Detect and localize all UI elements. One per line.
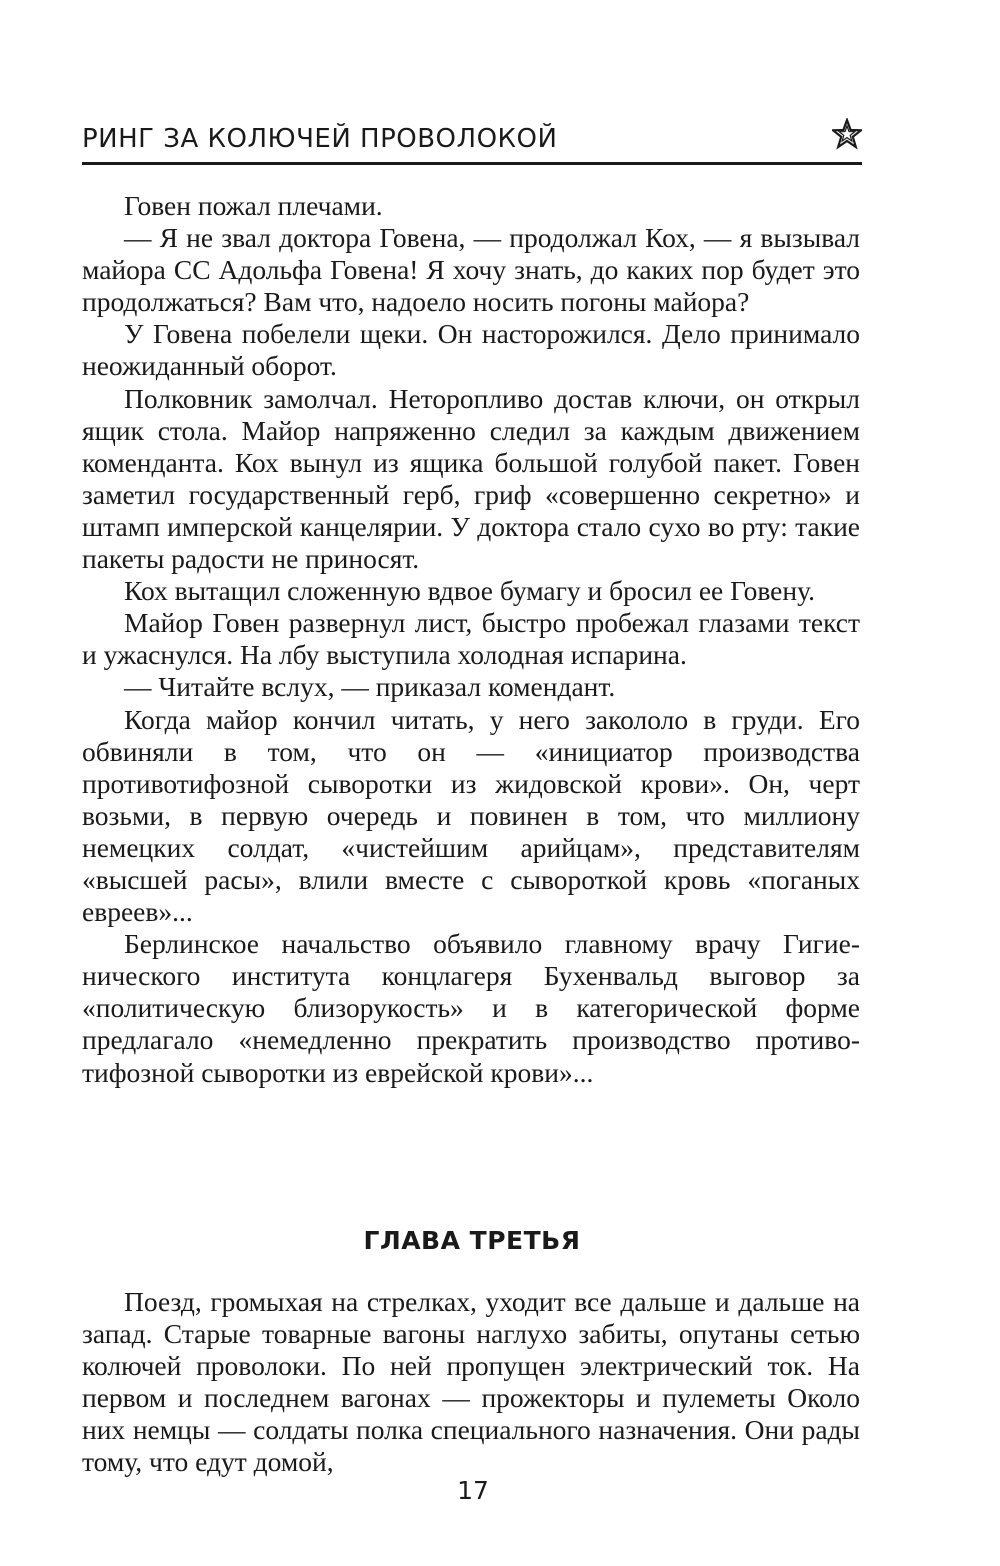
paragraph: Говен пожал плечами. [124, 190, 383, 221]
header-rule [82, 162, 862, 165]
paragraph: — Читайте вслух, — приказал комендант. [124, 671, 616, 703]
chapter-text [82, 1286, 860, 1479]
body-text [82, 190, 860, 1089]
paragraph: Полковник замолчал. Неторопливо достав ключи, он открыл ящик стола. Майор напряженно следил за каждым движением коменданта. Кох вынул из ящика большой голубой пакет. Говен заметил государственный герб, гриф «совершенно секретно» и штамп имперской канцелярии. У доктора стало сухо во рту: такие пакеты радости не приносят. [82, 382, 860, 575]
paragraph: Берлинское начальство объявило главному врачу Гигиенического института концлагеря Бухенвальд выговор за «политическую близорукость» и в категорической форме предлагало «немедленно прекратить производство противотифозной сыворотки из еврейской крови»... [82, 928, 860, 1088]
running-header [82, 118, 862, 162]
page-number: 17 [457, 1476, 489, 1505]
paragraph: У Говена побелели щеки. Он насторожился. Дело принимало неожиданный оборот. [82, 318, 860, 382]
paragraph: Майор Говен развернул лист, быстро пробежал глазами текст и ужаснулся. На лбу выступила холодная испарина. [82, 607, 860, 671]
star-outline-icon [832, 118, 862, 150]
running-title: РИНГ ЗА КОЛЮЧЕЙ ПРОВОЛОКОЙ [82, 124, 558, 154]
paragraph: Когда майор кончил читать, у него закололо в груди. Его обвиняли в том, что он — «инициатор производства противотифозной сыворотки из жидовской крови». Он, черт возьми, в первую очередь и повинен в том, что миллиону немецких солдат, «чистейшим арийцам», представителям «высшей расы», влили вместе с сывороткой кровь «поганых евреев»... [82, 703, 860, 928]
chapter-heading: ГЛАВА ТРЕТЬЯ [363, 1226, 581, 1255]
paragraph: — Я не звал доктора Говена, — продолжал Кох, — я вызывал майора СС Адольфа Говена! Я хочу знать, до каких пор будет это продолжаться? Вам что, надоело носить погоны майора? [82, 222, 860, 318]
paragraph: Поезд, громыхая на стрелках, уходит все дальше и дальше на запад. Старые товарные вагоны наглухо забиты, опутаны сетью колючей проволоки. По ней пропущен электрический ток. На первом и последнем вагонах — прожекторы и пулеметы Около них немцы — солдаты полка специального назначения. Они рады тому, что едут домой, [82, 1286, 860, 1478]
paragraph: Кох вытащил сложенную вдвое бумагу и бросил ее Говену. [124, 575, 815, 607]
